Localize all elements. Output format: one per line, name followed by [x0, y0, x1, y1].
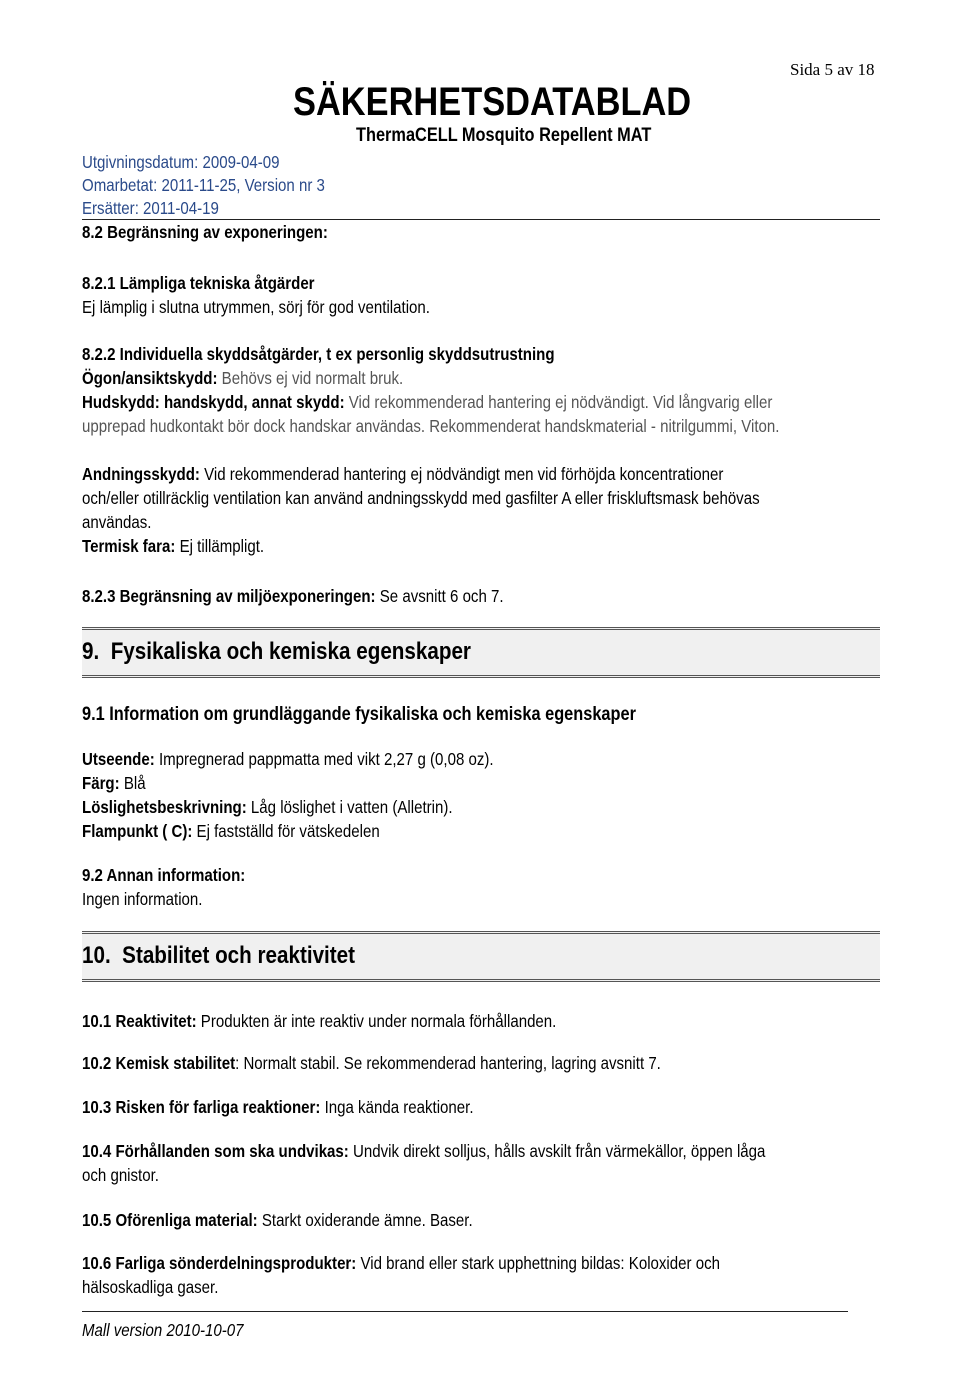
eye-protection: Ögon/ansiktskydd: Behövs ej vid normalt bruk. [82, 368, 404, 388]
solubility: Löslighetsbeskrivning: Låg löslighet i vatten (Alletrin). [82, 797, 453, 817]
replaces-date: Ersätter: 2011-04-19 [82, 198, 219, 218]
respiratory-line1: Andningsskydd: Vid rekommenderad hantering ej nödvändigt men vid förhöjda koncentrationer [82, 464, 724, 484]
appearance: Utseende: Impregnerad pappmatta med vikt 2,27 g (0,08 oz). [82, 749, 494, 769]
section-8-2-heading: 8.2 Begränsning av exponeringen: [82, 222, 328, 242]
issue-date: Utgivningsdatum: 2009-04-09 [82, 152, 280, 172]
section-9-header: 9. Fysikaliska och kemiska egenskaper [82, 627, 880, 678]
conditions-to-avoid-line2: och gnistor. [82, 1165, 159, 1185]
respiratory-line3: användas. [82, 512, 152, 532]
conditions-to-avoid-line1: 10.4 Förhållanden som ska undvikas: Undvik direkt solljus, hålls avskilt från värmekällor, öppen låga [82, 1141, 766, 1161]
decomposition-products-line2: hälsoskadliga gaser. [82, 1277, 219, 1297]
page-number: Sida 5 av 18 [790, 60, 875, 79]
flash-point: Flampunkt ( C): Ej fastställd för vätskedelen [82, 821, 380, 841]
section-9-1-title: 9.1 Information om grundläggande fysikaliska och kemiska egenskaper [82, 704, 636, 725]
thermal-hazard: Termisk fara: Ej tillämpligt. [82, 536, 265, 556]
revision-date: Omarbetat: 2011-11-25, Version nr 3 [82, 175, 325, 195]
product-name: ThermaCELL Mosquito Repellent MAT [356, 125, 652, 146]
section-9-2-title: 9.2 Annan information: [82, 865, 246, 885]
section-8-2-3: 8.2.3 Begränsning av miljöexponeringen: Se avsnitt 6 och 7. [82, 586, 504, 606]
section-9-2-text: Ingen information. [82, 889, 203, 909]
section-8-2-1-text: Ej lämplig i slutna utrymmen, sörj för god ventilation. [82, 297, 430, 317]
skin-protection-line2: upprepad hudkontakt bör dock handskar användas. Rekommenderat handskmaterial - nitrilgummi, Viton. [82, 416, 780, 436]
incompatible-materials: 10.5 Oförenliga material: Starkt oxiderande ämne. Baser. [82, 1210, 473, 1230]
section-8-2-1-title: 8.2.1 Lämpliga tekniska åtgärder [82, 273, 315, 293]
hazardous-reactions: 10.3 Risken för farliga reaktioner: Inga kända reaktioner. [82, 1097, 474, 1117]
color: Färg: Blå [82, 773, 146, 793]
chemical-stability: 10.2 Kemisk stabilitet: Normalt stabil. Se rekommenderad hantering, lagring avsnitt 7. [82, 1053, 661, 1073]
template-version: Mall version 2010-10-07 [82, 1320, 244, 1340]
section-8-2-2-title: 8.2.2 Individuella skyddsåtgärder, t ex personlig skyddsutrustning [82, 344, 555, 364]
skin-protection-line1: Hudskydd: handskydd, annat skydd: Vid rekommenderad hantering ej nödvändigt. Vid långvarig eller [82, 392, 773, 412]
footer-divider [82, 1311, 848, 1312]
reactivity: 10.1 Reaktivitet: Produkten är inte reaktiv under normala förhållanden. [82, 1011, 557, 1031]
respiratory-line2: och/eller otillräcklig ventilation kan använd andningsskydd med gasfilter A eller friskluftsmask behövas [82, 488, 760, 508]
section-10-header: 10. Stabilitet och reaktivitet [82, 931, 880, 982]
decomposition-products-line1: 10.6 Farliga sönderdelningsprodukter: Vid brand eller stark upphettning bildas: Koloxider och [82, 1253, 720, 1273]
document-title: SÄKERHETSDATABLAD [293, 80, 692, 124]
